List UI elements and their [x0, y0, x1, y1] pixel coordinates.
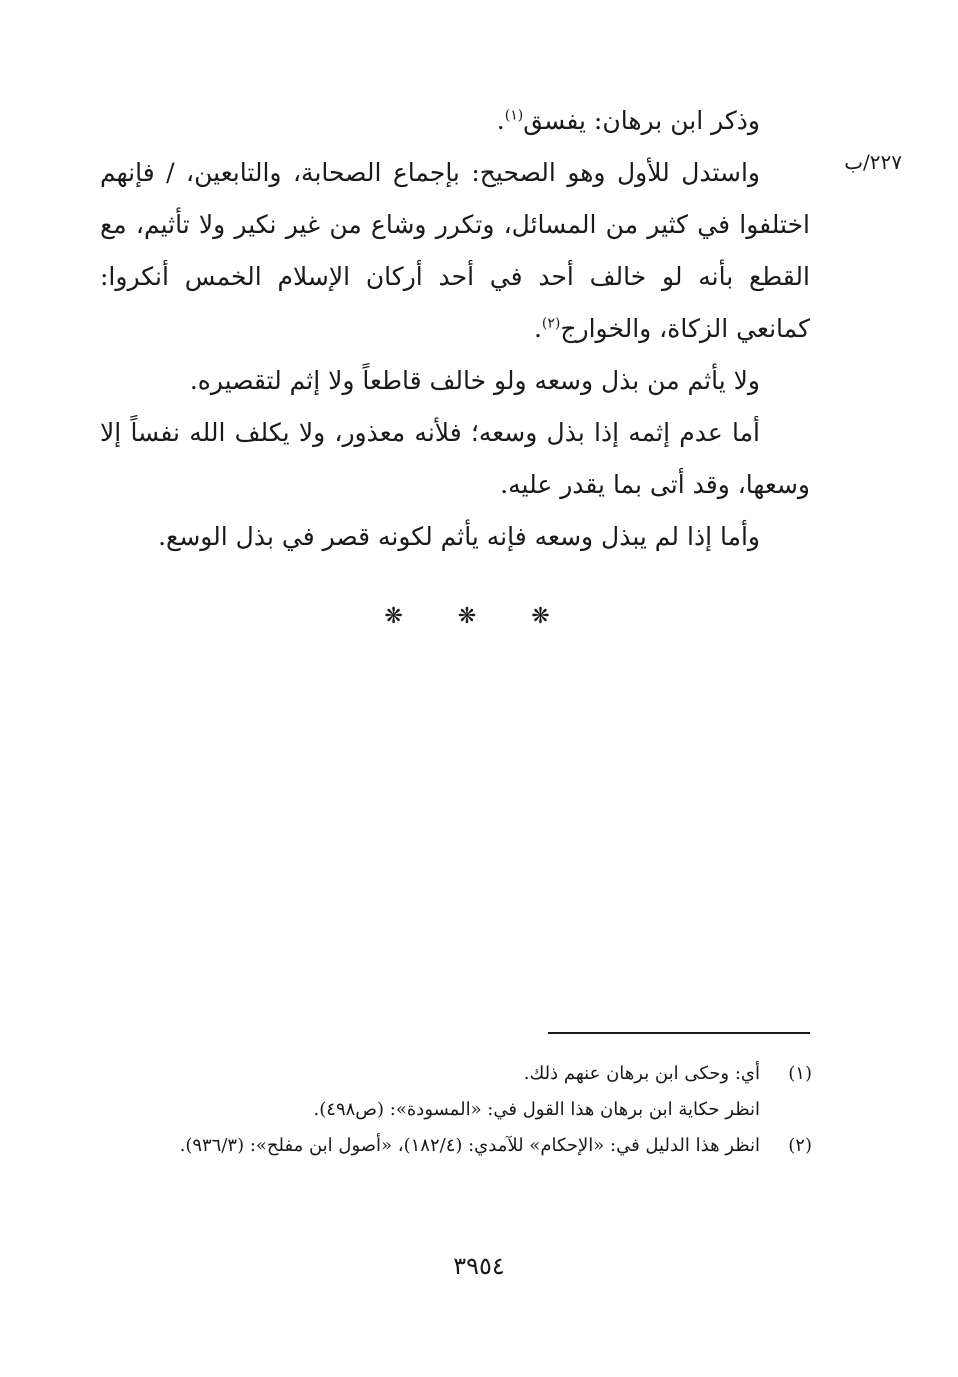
footnote-1 — [100, 1056, 812, 1128]
paragraph-2 — [100, 147, 810, 355]
footnote-divider — [548, 1032, 810, 1034]
paragraph-1-tail: . — [496, 106, 505, 135]
paragraph-1 — [100, 95, 810, 147]
section-separator: ❋ ❋ ❋ — [384, 604, 574, 629]
footnote-ref-1[interactable]: (١) — [504, 107, 524, 124]
footnote-2-line-1: انظر هذا الدليل في: «الإحكام» للآمدي: (١٨٢/٤)، «أصول ابن مفلح»: (٩٣٦/٣). — [179, 1135, 760, 1156]
footnote-2 — [100, 1128, 812, 1164]
main-text — [100, 95, 810, 563]
paragraph-4: أما عدم إثمه إذا بذل وسعه؛ فلأنه معذور، ولا يكلف الله نفساً إلا وسعها، وقد أتى بما يقدر عليه. — [100, 418, 810, 499]
footnote-1-number: (١) — [788, 1063, 812, 1084]
paragraph-5: وأما إذا لم يبذل وسعه فإنه يأثم لكونه قصر في بذل الوسع. — [158, 522, 760, 551]
footnote-1-line-2: انظر حكاية ابن برهان هذا القول في: «المسودة»: (ص٤٩٨). — [313, 1099, 760, 1120]
margin-folio-note: ٢٢٧/ب — [844, 150, 902, 174]
footnotes — [100, 1056, 812, 1164]
paragraph-3: ولا يأثم من بذل وسعه ولو خالف قاطعاً ولا إثم لتقصيره. — [189, 366, 760, 395]
page-number: ٣٩٥٤ — [453, 1252, 505, 1280]
paragraph-1-text: وذكر ابن برهان: يفسق — [523, 106, 760, 135]
footnote-2-body — [100, 1128, 760, 1164]
paragraph-2-text: واستدل للأول وهو الصحيح: بإجماع الصحابة، والتابعين، / فإنهم اختلفوا في كثير من المسائل، وتكرر وشاع من غير نكير ولا تأثيم، مع القطع بأنه لو خالف أحد في أحد أركان الإسلام الخمس أنكروا: كمانعي الزكاة، والخوارج — [100, 158, 810, 343]
footnote-1-line-1: أي: وحكى ابن برهان عنهم ذلك. — [523, 1063, 760, 1084]
footnote-1-body — [100, 1056, 760, 1128]
paragraph-2-tail: . — [533, 314, 542, 343]
footnote-2-number: (٢) — [788, 1135, 812, 1156]
footnote-ref-2[interactable]: (٢) — [541, 315, 561, 332]
